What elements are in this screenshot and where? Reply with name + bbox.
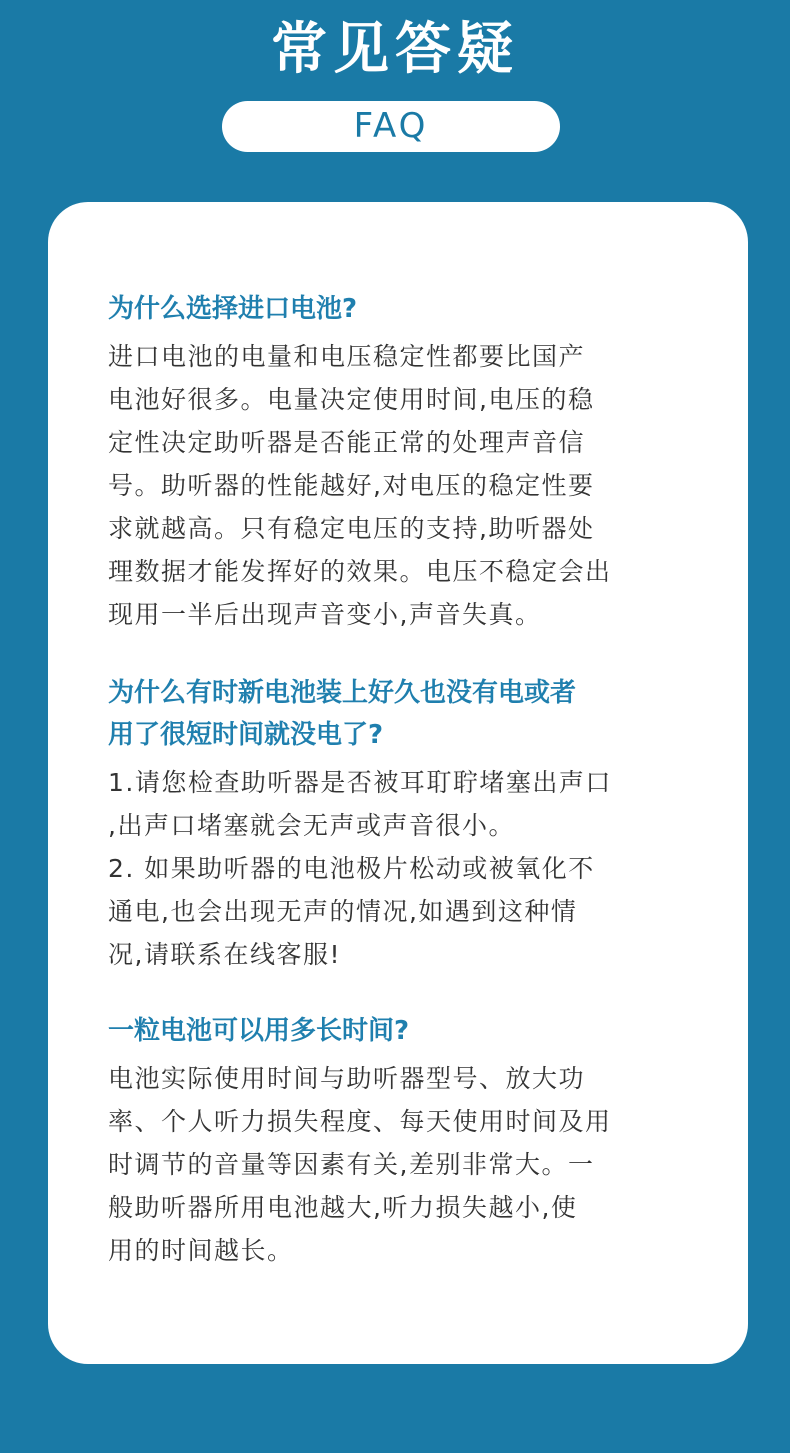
answer-line: 现用一半后出现声音变小,声音失真。 [108,600,542,629]
answer-line: 般助听器所用电池越大,听力损失越小,使 [108,1193,578,1222]
answer-line: 电池好很多。电量决定使用时间,电压的稳 [108,385,595,414]
answer-line: 号。助听器的性能越好,对电压的稳定性要 [108,471,595,500]
faq-answer [108,1057,708,1272]
faq-question [108,672,708,756]
answer-line: 况,请联系在线客服! [108,940,341,969]
answer-line: 2. 如果助听器的电池极片松动或被氧化不 [108,854,595,883]
question-line: 一粒电池可以用多长时间? [108,1016,410,1046]
faq-question [108,1010,708,1052]
faq-badge: FAQ [222,101,560,152]
faq-answer [108,761,708,976]
answer-line: 求就越高。只有稳定电压的支持,助听器处 [108,514,595,543]
answer-line: 时调节的音量等因素有关,差别非常大。一 [108,1150,595,1179]
answer-line: 1.请您检查助听器是否被耳耵聍堵塞出声口 [108,768,612,797]
faq-card [48,202,748,1364]
answer-line: 用的时间越长。 [108,1236,294,1265]
page-title: 常见答疑 [271,17,519,82]
answer-line: 理数据才能发挥好的效果。电压不稳定会出 [108,557,612,586]
faq-item-1 [108,288,708,636]
faq-item-2 [108,672,708,976]
answer-line: 定性决定助听器是否能正常的处理声音信 [108,428,586,457]
faq-item-3 [108,1010,708,1272]
faq-question [108,288,708,330]
faq-answer [108,335,708,636]
question-line: 为什么有时新电池装上好久也没有电或者 [108,678,577,708]
answer-line: 通电,也会出现无声的情况,如遇到这种情 [108,897,578,926]
answer-line: 率、个人听力损失程度、每天使用时间及用 [108,1107,612,1136]
question-line: 用了很短时间就没电了? [108,720,384,750]
question-line: 为什么选择进口电池? [108,294,358,324]
answer-line: 进口电池的电量和电压稳定性都要比国产 [108,342,586,371]
answer-line: 电池实际使用时间与助听器型号、放大功 [108,1064,586,1093]
answer-line: ,出声口堵塞就会无声或声音很小。 [108,811,515,840]
